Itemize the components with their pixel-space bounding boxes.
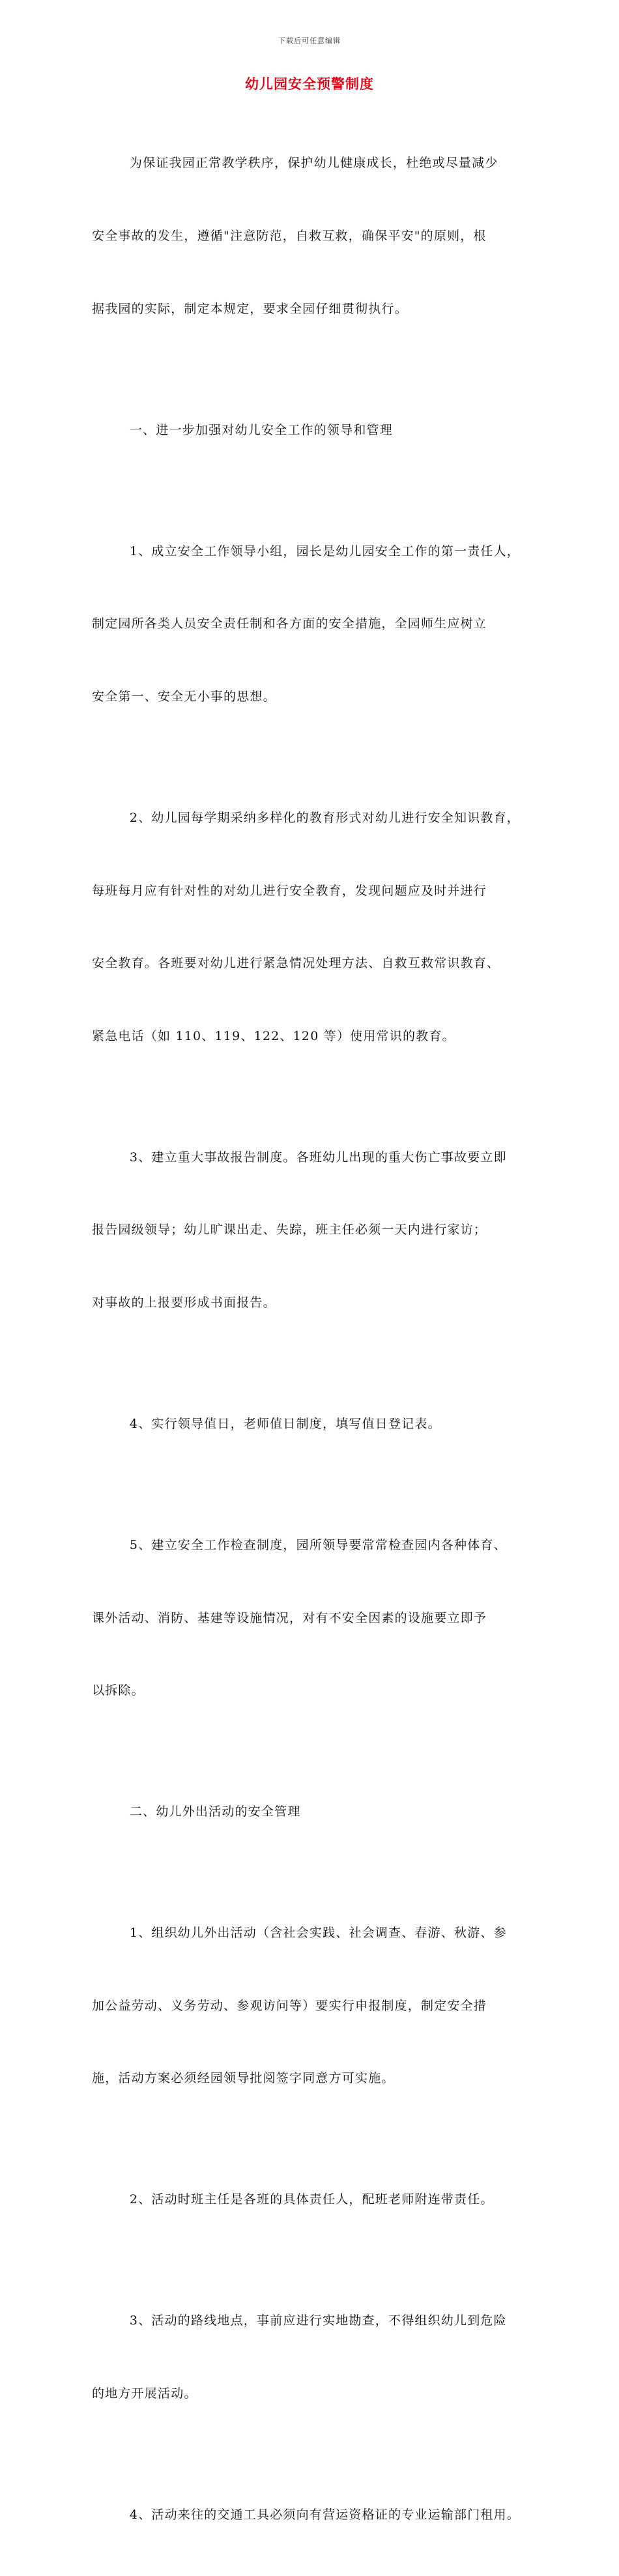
text-line: 加公益劳动、义务劳动、参观访问等）要实行申报制度，制定安全措 <box>92 1998 487 2013</box>
text-line: 报告园级领导；幼儿旷课出走、失踪，班主任必须一天内进行家访； <box>92 1223 487 1237</box>
text-line: 4、活动来往的交通工具必须向有营运资格证的专业运输部门租用。 <box>92 2508 521 2523</box>
text-line: 安全教育。各班要对幼儿进行紧急情况处理方法、自救互救常识教育、 <box>92 956 500 971</box>
paragraph-intro <box>92 103 541 369</box>
text-line: 课外活动、消防、基建等设施情况，对有不安全因素的设施要立即予 <box>92 1610 487 1625</box>
text-line: 对事故的上报要形成书面报告。 <box>92 1295 276 1310</box>
header-note: 下载后可任意编辑 <box>278 36 341 45</box>
text-line: 据我园的实际，制定本规定，要求全园仔细贯彻执行。 <box>92 301 408 316</box>
paragraph-item-2-4 <box>92 2455 541 2576</box>
text-line: 2、幼儿园每学期采纳多样化的教育形式对幼儿进行安全知识教育， <box>92 810 521 825</box>
document-body <box>92 103 541 2576</box>
text-line: 2、活动时班主任是各班的具体责任人，配班老师附连带责任。 <box>92 2192 494 2207</box>
paragraph-item-1-2 <box>92 757 541 1097</box>
paragraph-item-2-2 <box>92 2139 541 2261</box>
text-line: 二、幼儿外出活动的安全管理 <box>92 1804 301 1819</box>
paragraph-item-1-3 <box>92 1097 541 1363</box>
paragraph-item-1-1 <box>92 491 541 757</box>
text-line: 施，活动方案必须经园领导批阅签字同意方可实施。 <box>92 2071 395 2086</box>
text-line: 安全第一、安全无小事的思想。 <box>92 689 276 704</box>
text-line: 1、组织幼儿外出活动（含社会实践、社会调查、春游、秋游、参 <box>92 1926 507 1941</box>
text-line: 5、建立安全工作检查制度，园所领导要常常检查园内各种体育、 <box>92 1537 507 1552</box>
text-line: 3、建立重大事故报告制度。各班幼儿出现的重大伤亡事故要立即 <box>92 1150 507 1165</box>
paragraph-item-2-1 <box>92 1873 541 2139</box>
text-line: 制定园所各类人员安全责任制和各方面的安全措施，全园师生应树立 <box>92 616 487 631</box>
section-heading-1 <box>92 369 541 491</box>
paragraph-item-1-5 <box>92 1485 541 1752</box>
document-title: 幼儿园安全预警制度 <box>245 76 374 92</box>
text-line: 一、进一步加强对幼儿安全工作的领导和管理 <box>92 422 393 437</box>
section-heading-2 <box>92 1752 541 1873</box>
paragraph-item-2-3 <box>92 2261 541 2455</box>
text-line: 以拆除。 <box>92 1683 145 1698</box>
text-line: 紧急电话（如 110、119、122、120 等）使用常识的教育。 <box>92 1028 455 1043</box>
text-line: 安全事故的发生，遵循"注意防范，自救互救，确保平安"的原则，根 <box>92 229 487 244</box>
text-line: 的地方开展活动。 <box>92 2386 197 2401</box>
text-line: 1、成立安全工作领导小组，园长是幼儿园安全工作的第一责任人， <box>92 543 521 558</box>
text-line: 4、实行领导值日，老师值日制度，填写值日登记表。 <box>92 1416 441 1431</box>
paragraph-item-1-4 <box>92 1364 541 1485</box>
text-line: 为保证我园正常教学秩序，保护幼儿健康成长，杜绝或尽量减少 <box>92 156 498 171</box>
text-line: 3、活动的路线地点，事前应进行实地勘查，不得组织幼儿到危险 <box>92 2313 507 2328</box>
text-line: 每班每月应有针对性的对幼儿进行安全教育，发现问题应及时并进行 <box>92 883 487 898</box>
